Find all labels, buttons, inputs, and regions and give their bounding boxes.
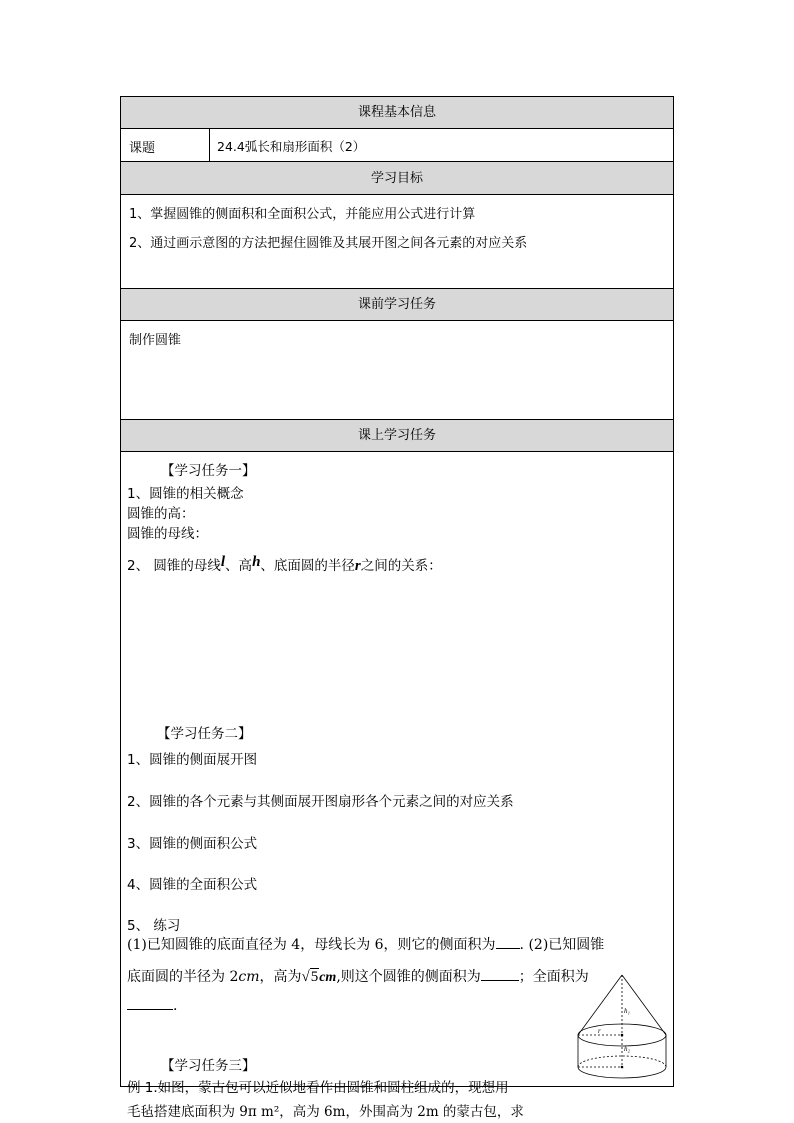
cone-left-edge bbox=[578, 975, 622, 1035]
task1-item2-part-d: 之间的关系： bbox=[360, 558, 442, 574]
topic-row bbox=[121, 129, 673, 162]
label-h2: h₂ bbox=[624, 1045, 630, 1053]
bottom-center-dot bbox=[621, 1066, 624, 1069]
task1-item2-part-b: 、高 bbox=[225, 558, 253, 574]
task2-title: 【学习任务二】 bbox=[157, 726, 252, 742]
task1-title: 【学习任务一】 bbox=[161, 463, 256, 479]
exercise-line-2-ask: ,则这个圆锥的侧面积为 bbox=[336, 969, 481, 985]
sqrt-radicand: 5 bbox=[310, 969, 319, 985]
task1-height: 圆锥的高： bbox=[127, 506, 195, 522]
cylinder-bottom-front bbox=[578, 1067, 666, 1078]
exercise-line-2-mid: ，高为 bbox=[259, 969, 302, 985]
exercise-line-2 bbox=[127, 966, 589, 986]
exercise-line-1-tail: . (2)已知圆锥 bbox=[519, 937, 605, 953]
unit-cm-bold: cm bbox=[319, 970, 337, 985]
objective-1: 1、掌握圆锥的侧面积和全面积公式，并能应用公式进行计算 bbox=[129, 207, 476, 222]
task3-line1: 例 1.如图，蒙古包可以近似地看作由圆锥和圆柱组成的，现想用 bbox=[127, 1080, 509, 1096]
top-center-dot bbox=[621, 1034, 624, 1037]
label-h1: h₁ bbox=[624, 1007, 630, 1015]
pre-task-content bbox=[121, 321, 673, 420]
exercise-line-1-text: (1)已知圆锥的底面直径为 4，母线长为 6，则它的侧面积为 bbox=[127, 937, 496, 953]
pre-task-text: 制作圆锥 bbox=[129, 333, 182, 348]
var-l: l bbox=[220, 554, 226, 570]
task2-item4: 4、圆锥的全面积公式 bbox=[127, 877, 258, 893]
var-h: h bbox=[252, 554, 261, 570]
task1-item2-part-a: 2、 圆锥的母线 bbox=[127, 558, 221, 574]
exercise-line-2-text: 底面圆的半径为 2 bbox=[127, 969, 239, 985]
task1-item1: 1、圆锥的相关概念 bbox=[127, 486, 244, 502]
task2-item3: 3、圆锥的侧面积公式 bbox=[127, 836, 258, 852]
class-task-header: 课上学习任务 bbox=[121, 420, 673, 452]
basic-info-header: 课程基本信息 bbox=[121, 97, 673, 129]
task1-item2 bbox=[127, 554, 442, 575]
exercise-line-2-total: ；全面积为 bbox=[518, 969, 589, 985]
topic-label: 课题 bbox=[129, 141, 156, 156]
var-r: r bbox=[354, 558, 361, 574]
exercise-line-3 bbox=[127, 998, 177, 1014]
objectives-header: 学习目标 bbox=[121, 162, 673, 195]
exercise-line-1 bbox=[127, 934, 604, 954]
objective-2: 2、通过画示意图的方法把握住圆锥及其展开图之间各元素的对应关系 bbox=[129, 236, 528, 251]
task2-item1: 1、圆锥的侧面展开图 bbox=[127, 752, 258, 768]
unit-cm: cm bbox=[238, 969, 260, 985]
pre-task-header: 课前学习任务 bbox=[121, 289, 673, 321]
task2-item5: 5、 练习 bbox=[127, 918, 181, 934]
answer-blank-1[interactable] bbox=[496, 948, 520, 949]
cone-right-edge bbox=[622, 975, 666, 1035]
label-r: r bbox=[598, 1027, 601, 1035]
task1-item2-part-c: 、底面圆的半径 bbox=[260, 558, 355, 574]
exercise-line-3-end: . bbox=[173, 998, 178, 1014]
task3-title: 【学习任务三】 bbox=[161, 1058, 256, 1074]
objectives-content bbox=[121, 195, 673, 289]
answer-blank-3[interactable] bbox=[127, 1009, 173, 1010]
topic-divider bbox=[209, 129, 210, 161]
lesson-table bbox=[120, 96, 674, 1120]
cylinder-bottom-back bbox=[578, 1056, 666, 1067]
sqrt-expression: √5 bbox=[301, 969, 319, 985]
yurt-figure bbox=[570, 973, 670, 1085]
task2-item2: 2、圆锥的各个元素与其侧面展开图扇形各个元素之间的对应关系 bbox=[127, 794, 514, 810]
answer-blank-2[interactable] bbox=[481, 980, 519, 981]
task3-line2: 毛毡搭建底面积为 9π m²，高为 6m，外围高为 2m 的蒙古包，求 bbox=[127, 1104, 524, 1120]
task1-slant: 圆锥的母线： bbox=[127, 526, 208, 542]
topic-value: 24.4弧长和扇形面积（2） bbox=[217, 139, 366, 154]
